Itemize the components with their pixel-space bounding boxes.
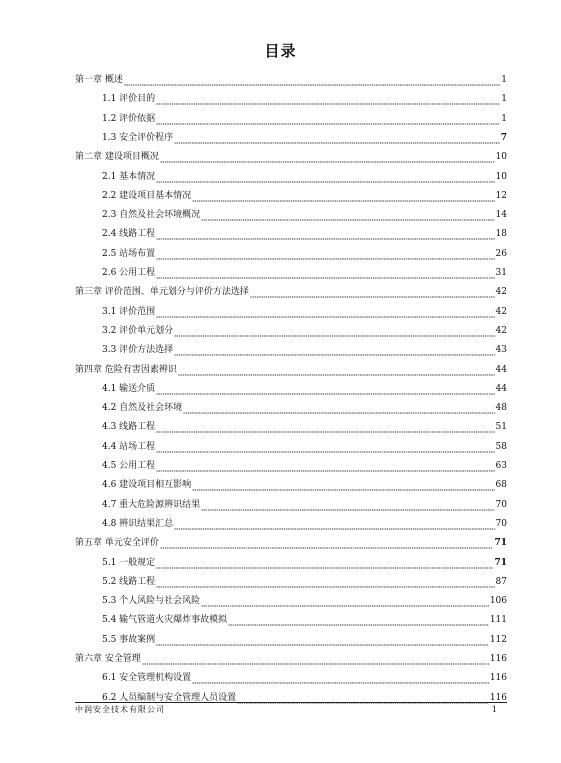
toc-dot-leader [142, 654, 489, 665]
toc-section-entry[interactable] [102, 384, 507, 395]
toc-entry-label: 4.4 站场工程 [102, 441, 156, 452]
toc-entry-page-number: 44 [495, 383, 507, 394]
toc-dot-leader [201, 596, 489, 607]
toc-chapter-entry[interactable] [75, 152, 507, 163]
toc-section-entry[interactable] [102, 307, 507, 318]
toc-entry-label: 2.1 基本情况 [102, 171, 156, 182]
toc-section-entry[interactable] [102, 94, 507, 105]
toc-dot-leader [156, 461, 494, 472]
page-title: 目录 [264, 42, 297, 60]
toc-entry-label: 4.2 自然及社会环境 [102, 403, 183, 414]
toc-section-entry[interactable] [102, 210, 507, 221]
toc-entry-page-number: 63 [495, 461, 507, 471]
toc-entry-label: 4.6 建设项目相互影响 [102, 480, 192, 491]
toc-dot-leader [250, 287, 495, 298]
toc-entry-label: 2.4 线路工程 [102, 229, 156, 240]
toc-entry-page-number: 116 [489, 654, 507, 664]
toc-entry-page-number: 12 [495, 190, 507, 201]
toc-chapter-entry[interactable] [75, 365, 507, 376]
toc-section-entry[interactable] [102, 635, 507, 646]
toc-entry-page-number: 68 [495, 480, 507, 491]
toc-dot-leader [174, 519, 494, 530]
toc-entry-label: 第四章 危险有害因素辨识 [75, 364, 177, 375]
toc-dot-leader [201, 210, 494, 221]
footer-page-number: 1 [491, 705, 497, 714]
toc-section-entry[interactable] [102, 191, 507, 202]
toc-dot-leader [156, 114, 500, 125]
toc-entry-page-number: 10 [495, 152, 507, 163]
toc-entry-label: 5.5 事故案例 [102, 634, 156, 645]
toc-entry-label: 1.1 评价目的 [102, 94, 156, 105]
toc-entry-page-number: 1 [501, 94, 507, 105]
toc-section-entry[interactable] [102, 422, 507, 433]
toc-entry-label: 第二章 建设项目概况 [75, 152, 159, 163]
toc-dot-leader [156, 577, 494, 588]
toc-section-entry[interactable] [102, 442, 507, 453]
toc-entry-label: 第五章 单元安全评价 [75, 538, 159, 549]
toc-section-entry[interactable] [102, 558, 507, 569]
toc-section-entry[interactable] [102, 596, 507, 607]
toc-chapter-entry[interactable] [75, 287, 507, 298]
toc-entry-label: 4.8 辨识结果汇总 [102, 518, 174, 529]
toc-entry-label: 2.3 自然及社会环境概况 [102, 210, 201, 221]
toc-entry-label: 第六章 安全管理 [75, 654, 141, 664]
toc-section-entry[interactable] [102, 133, 507, 144]
toc-entry-label: 6.2 人员编制与安全管理人员设置 [102, 692, 237, 703]
toc-entry-page-number: 112 [489, 634, 507, 645]
toc-entry-page-number: 44 [495, 364, 507, 375]
toc-section-entry[interactable] [102, 268, 507, 279]
toc-entry-page-number: 48 [495, 403, 507, 414]
toc-entry-page-number: 87 [495, 576, 507, 587]
toc-entry-page-number: 43 [495, 345, 507, 356]
toc-entry-label: 2.2 建设项目基本情况 [102, 190, 192, 201]
toc-entry-label: 4.1 输送介质 [102, 383, 156, 394]
toc-dot-leader [160, 152, 495, 163]
toc-section-entry[interactable] [102, 615, 507, 626]
toc-entry-label: 4.3 线路工程 [102, 422, 156, 433]
toc-section-entry[interactable] [102, 480, 507, 491]
toc-dot-leader [156, 558, 493, 569]
toc-dot-leader [156, 422, 494, 433]
toc-entry-label: 1.3 安全评价程序 [102, 132, 174, 143]
toc-entry-page-number: 31 [495, 268, 507, 278]
toc-chapter-entry[interactable] [75, 538, 507, 549]
toc-chapter-entry[interactable] [75, 75, 507, 86]
toc-dot-leader [228, 615, 489, 626]
toc-entry-label: 5.3 个人风险与社会风险 [102, 596, 201, 607]
toc-dot-leader [178, 365, 495, 376]
toc-dot-leader [156, 172, 494, 183]
toc-entry-page-number: 18 [495, 229, 507, 240]
toc-dot-leader [192, 673, 489, 684]
toc-entry-label: 5.1 一般规定 [102, 557, 156, 568]
toc-section-entry[interactable] [102, 403, 507, 414]
toc-entry-page-number: 42 [495, 287, 507, 298]
toc-entry-page-number: 26 [495, 248, 507, 259]
toc-entry-label: 6.1 安全管理机构设置 [102, 673, 192, 684]
toc-dot-leader [156, 229, 494, 240]
toc-entry-label: 1.2 评价依据 [102, 113, 156, 124]
toc-dot-leader [192, 191, 494, 202]
toc-section-entry[interactable] [102, 500, 507, 511]
toc-entry-page-number: 1 [501, 75, 507, 85]
toc-dot-leader [192, 480, 494, 491]
toc-entry-label: 3.1 评价范围 [102, 306, 156, 317]
toc-entry-label: 第三章 评价范围、单元划分与评价方法选择 [75, 287, 249, 298]
toc-dot-leader [174, 326, 494, 337]
toc-dot-leader [160, 538, 494, 549]
toc-entry-page-number: 1 [501, 113, 507, 124]
toc-section-entry[interactable] [102, 345, 507, 356]
footer-company: 中润安全技术有限公司 [75, 705, 165, 714]
toc-section-entry[interactable] [102, 461, 507, 472]
toc-entry-page-number: 14 [495, 210, 507, 221]
toc-entry-label: 5.4 输气管道火灾爆炸事故模拟 [102, 615, 228, 626]
toc-section-entry[interactable] [102, 114, 507, 125]
toc-entry-page-number: 42 [495, 306, 507, 317]
toc-dot-leader [201, 500, 494, 511]
toc-dot-leader [156, 384, 494, 395]
toc-dot-leader [183, 403, 494, 414]
toc-entry-page-number: 70 [495, 518, 507, 529]
toc-dot-leader [174, 345, 494, 356]
toc-entry-page-number: 42 [495, 325, 507, 336]
toc-entry-label: 4.5 公用工程 [102, 461, 156, 471]
toc-entry-page-number: 116 [489, 692, 507, 703]
toc-section-entry[interactable] [102, 673, 507, 684]
toc-entry-page-number: 71 [494, 557, 507, 568]
toc-dot-leader [156, 249, 494, 260]
toc-section-entry[interactable] [102, 249, 507, 260]
toc-dot-leader [156, 442, 494, 453]
toc-dot-leader [124, 75, 500, 86]
toc-entry-label: 3.3 评价方法选择 [102, 345, 174, 356]
toc-entry-page-number: 111 [489, 615, 507, 626]
toc-entry-label: 第一章 概述 [75, 75, 123, 85]
toc-entry-label: 2.5 站场布置 [102, 248, 156, 259]
toc-section-entry[interactable] [102, 326, 507, 337]
toc-section-entry[interactable] [102, 172, 507, 183]
toc-entry-label: 2.6 公用工程 [102, 268, 156, 278]
toc-dot-leader [156, 268, 494, 279]
toc-dot-leader [156, 94, 500, 105]
toc-chapter-entry[interactable] [75, 654, 507, 665]
toc-entry-page-number: 116 [489, 673, 507, 684]
toc-entry-label: 3.2 评价单元划分 [102, 325, 174, 336]
toc-entry-page-number: 58 [495, 441, 507, 452]
toc-entry-page-number: 51 [495, 422, 507, 433]
toc-entry-page-number: 7 [500, 132, 507, 143]
toc-entry-label: 4.7 重大危险源辨识结果 [102, 499, 201, 510]
toc-section-entry[interactable] [102, 577, 507, 588]
toc-entry-page-number: 71 [494, 538, 507, 549]
toc-entry-page-number: 10 [495, 171, 507, 182]
toc-entry-page-number: 70 [495, 499, 507, 510]
toc-dot-leader [156, 307, 494, 318]
toc-section-entry[interactable] [102, 229, 507, 240]
toc-section-entry[interactable] [102, 519, 507, 530]
toc-entry-page-number: 106 [489, 596, 507, 607]
toc-dot-leader [156, 635, 489, 646]
page-footer [75, 702, 507, 715]
toc-dot-leader [174, 133, 500, 144]
toc-entry-label: 5.2 线路工程 [102, 576, 156, 587]
